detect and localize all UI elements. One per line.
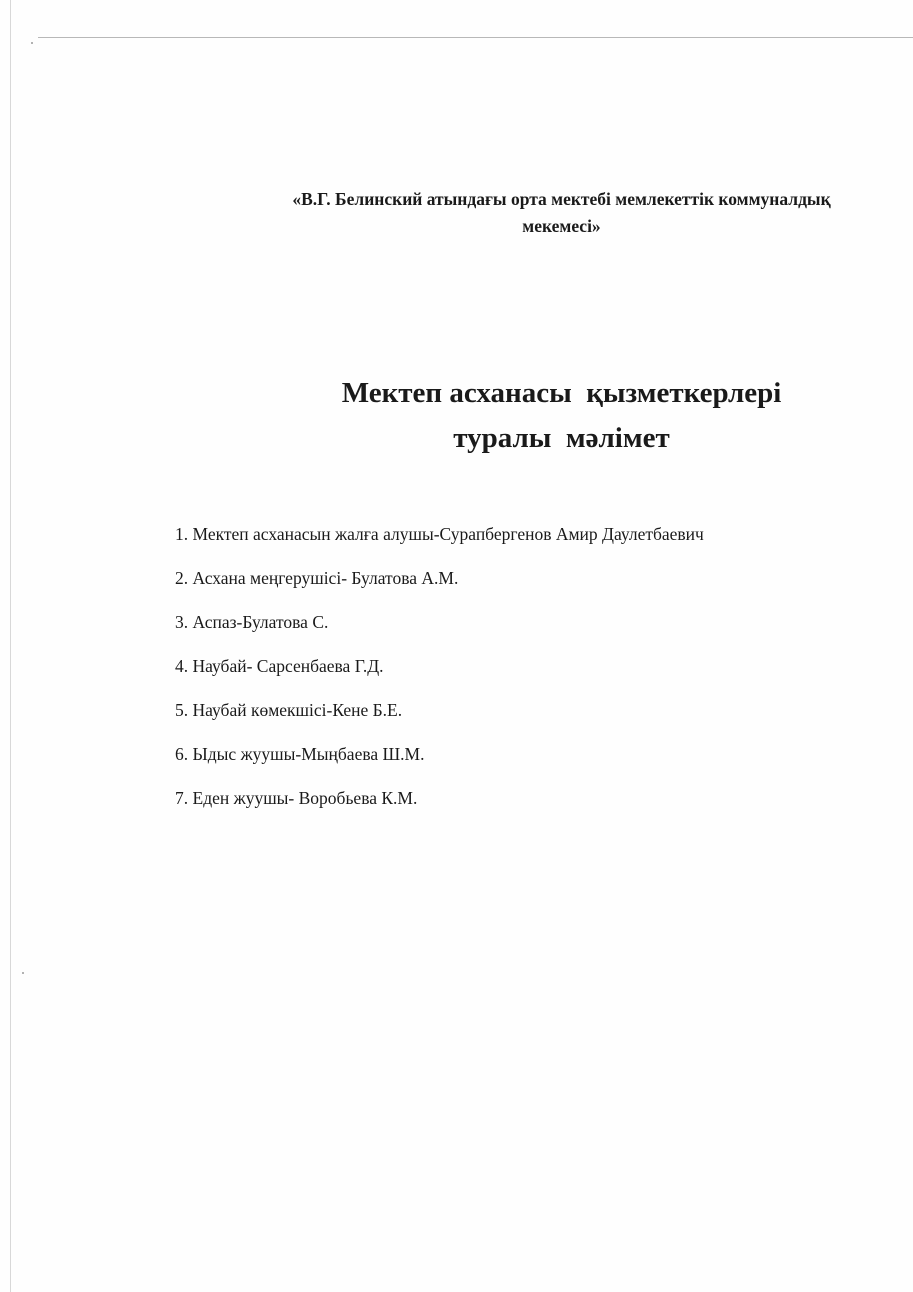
document-title-line-2: туралы мәлімет [453, 422, 670, 454]
institution-line-1: «В.Г. Белинский атындағы орта мектебі мемлекеттік коммуналдық [292, 189, 831, 209]
staff-list-item: 5. Наубай көмекшісі-Кене Б.Е. [175, 700, 403, 720]
scan-edge-top [38, 37, 913, 38]
scan-speck [22, 972, 24, 974]
scan-edge-left [10, 0, 11, 1292]
document-title [260, 371, 863, 461]
staff-list-item: 3. Аспаз-Булатова С. [175, 612, 329, 632]
staff-list-item: 4. Наубай- Сарсенбаева Г.Д. [175, 656, 384, 676]
staff-list-item: 7. Еден жуушы- Воробьева К.М. [175, 788, 418, 808]
institution-line-2: мекемесі» [522, 216, 601, 236]
staff-list-item: 2. Асхана меңгерушісі- Булатова А.М. [175, 568, 459, 588]
staff-list-item: 6. Ыдыс жуушы-Мыңбаева Ш.М. [175, 744, 425, 764]
institution-header [210, 186, 913, 240]
staff-list [175, 519, 895, 827]
scan-speck [31, 42, 33, 44]
document-title-line-1: Мектеп асханасы қызметкерлері [341, 377, 782, 409]
staff-list-item: 1. Мектеп асханасын жалға алушы-Сурапбергенов Амир Даулетбаевич [175, 524, 704, 544]
